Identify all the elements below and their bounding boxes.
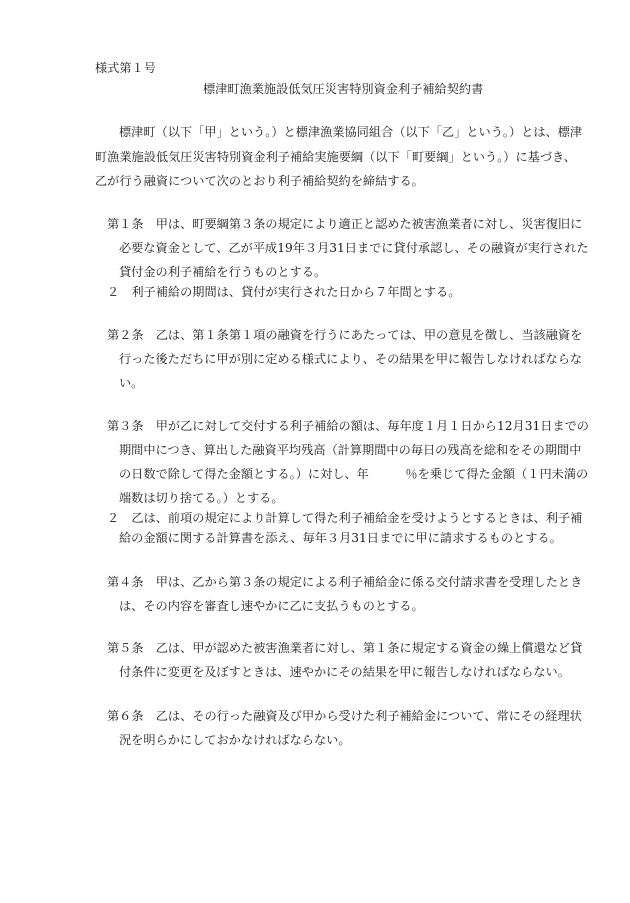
preamble-line: 町漁業施設低気圧災害特別資金利子補給実施要綱（以下「町要綱」という。）に基づき、 bbox=[95, 150, 576, 164]
article-3-clause-2: 給の金額に関する計算書を添え、毎年３月31日までに甲に請求するものとする。 bbox=[119, 531, 562, 545]
article-1-line: 第１条 甲は、町要綱第３条の規定により適正と認めた被害漁業者に対し、災害復旧に bbox=[107, 217, 583, 231]
article-4-line: は、その内容を審査し速やかに乙に支払うものとする。 bbox=[119, 599, 424, 613]
article-4-line: 第４条 甲は、乙から第３条の規定による利子補給金に係る交付請求書を受理したとき bbox=[107, 575, 583, 589]
article-3-line: 端数は切り捨てる。）とする。 bbox=[119, 491, 284, 505]
article-3-line: の日数で除して得た金額とする。）に対し、年 ％を乗じて得た金額（１円未満の bbox=[119, 467, 589, 481]
preamble-line: 乙が行う融資について次のとおり利子補給契約を締結する。 bbox=[95, 174, 424, 188]
article-2-line: 第２条 乙は、第１条第１項の融資を行うにあたっては、甲の意見を徴し、当該融資を bbox=[107, 328, 583, 342]
article-1-line: 貸付金の利子補給を行うものとする。 bbox=[119, 265, 327, 279]
article-3-clause-2: ２ 乙は、前項の規定により計算して得た利子補給金を受けようとするときは、利子補 bbox=[107, 511, 583, 525]
article-1-line: 必要な資金として、乙が平成19年３月31日までに貸付承認し、その融資が実行された bbox=[119, 241, 589, 255]
document-title: 標津町漁業施設低気圧災害特別資金利子補給契約書 bbox=[203, 82, 484, 96]
article-3-line: 期間中につき、算出した融資平均残高（計算期間中の毎日の残高を総和をその期間中 bbox=[119, 443, 582, 457]
article-2-line: い。 bbox=[119, 376, 144, 390]
article-1-clause-2: ２ 利子補給の期間は、貸付が実行された日から７年間とする。 bbox=[107, 285, 461, 299]
form-number: 様式第１号 bbox=[95, 61, 156, 75]
preamble-line: 標津町（以下「甲」という。）と標津漁業協同組合（以下「乙」という。）とは、標津 bbox=[119, 125, 583, 139]
article-3-line: 第３条 甲が乙に対して交付する利子補給の額は、毎年度１月１日から12月31日までの bbox=[107, 419, 589, 433]
article-5-line: 付条件に変更を及ぼすときは、速やかにその結果を甲に報告しなければならない。 bbox=[119, 665, 570, 679]
article-6-line: 況を明らかにしておかなければならない。 bbox=[119, 733, 351, 747]
article-5-line: 第５条 乙は、甲が認めた被害漁業者に対し、第１条に規定する資金の繰上償還など貸 bbox=[107, 641, 583, 655]
article-6-line: 第６条 乙は、その行った融資及び甲から受けた利子補給金について、常にその経理状 bbox=[107, 709, 582, 723]
article-2-line: 行った後ただちに甲が別に定める様式により、その結果を甲に報告しなければならな bbox=[119, 352, 583, 366]
